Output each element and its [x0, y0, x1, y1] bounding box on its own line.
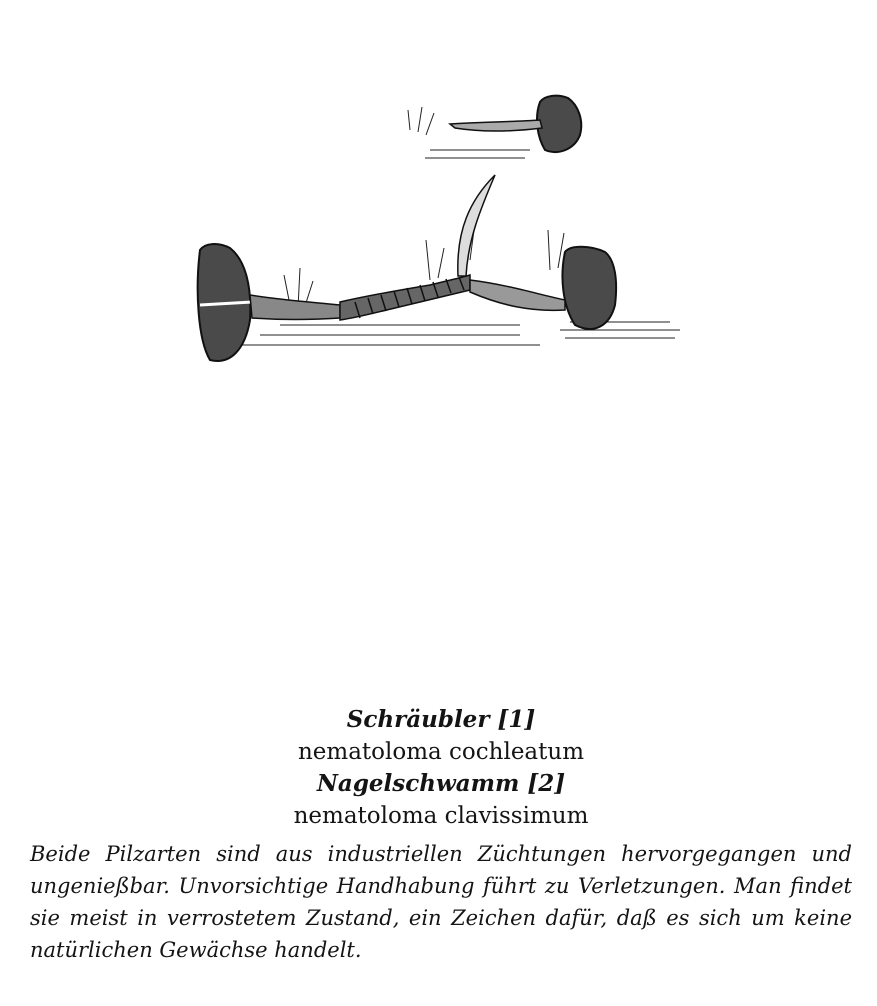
small-nail-mushroom-icon [450, 96, 581, 152]
species-1-latin-name: nematoloma cochleatum [297, 739, 585, 765]
sprout-icon [458, 175, 495, 276]
description-paragraph: Beide Pilzarten sind aus industriellen Züchtungen hervorgegangen und ungenießbar. Unvorsichtige Handhabung führt zu Verletzungen. Man findet sie meist in verrostetem Zustand, ein Zeichen dafür, daß es sich um keine natürlichen Gewächse handelt. [30, 842, 852, 962]
screw-mushroom-icon [198, 244, 470, 361]
species-2-latin-name: nematoloma clavissimum [293, 803, 589, 829]
species-caption [30, 704, 852, 832]
species-2-german-name: Nagelschwamm [2] [316, 770, 566, 797]
species-1-german-name: Schräubler [1] [346, 706, 536, 733]
mushroom-illustration [170, 80, 710, 380]
nail-mushroom-icon [470, 247, 616, 329]
